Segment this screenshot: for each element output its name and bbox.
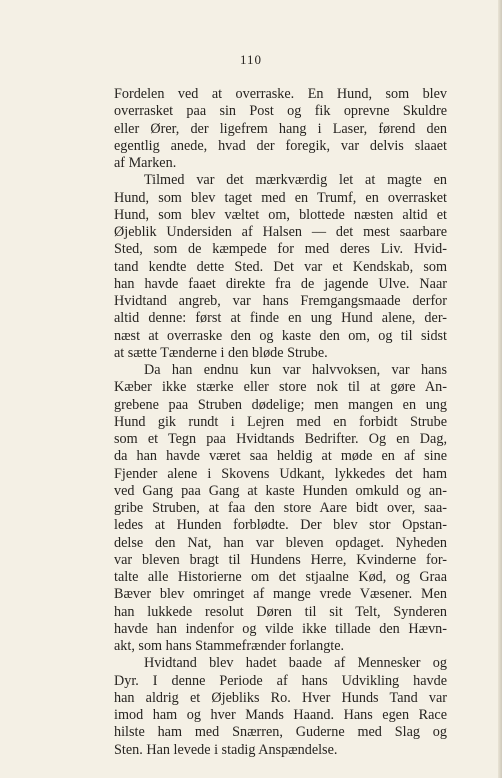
paragraph-3 xyxy=(114,362,447,655)
text-line: da han havde været saa heldig at møde en af sine xyxy=(114,448,447,465)
text-line: Sten. Han levede i stadig Anspændelse. xyxy=(114,741,338,758)
text-line: overrasket paa sin Post og fik oprevne Skuldre xyxy=(114,103,447,120)
text-line: Øjeblik Undersiden af Halsen — det mest saarbare xyxy=(114,224,447,240)
text-line: han aldrig et Øjebliks Ro. Hver Hunds Tand var xyxy=(114,689,447,706)
text-line: Kæber ikke stærke eller store nok til at gøre An- xyxy=(114,379,447,396)
text-line: Dyr. I denne Periode af hans Udvikling havde xyxy=(114,672,447,689)
text-line: egentlig anede, hvad der foregik, var delvis slaaet xyxy=(114,137,447,154)
text-line: Fordelen ved at overraske. En Hund, som blev xyxy=(114,86,447,102)
text-line: grebene paa Struben dødelige; men mangen en ung xyxy=(114,396,447,413)
text-line: Hund gik rundt i Lejren med en forbidt Strube xyxy=(114,413,447,430)
text-line: talte alle Historierne om det stjaalne Kød, og Graa xyxy=(114,569,447,585)
text-line: Hvidtand blev hadet baade af Mennesker og xyxy=(144,655,447,672)
text-line: gribe Struben, at faa den store Aare bidt over, saa- xyxy=(114,500,447,516)
text-line: af Marken. xyxy=(114,155,177,171)
text-line: ledes at Hunden forblødte. Der blev stor Opstan- xyxy=(114,517,447,534)
text-line: altid denne: først at finde en ung Hund alene, der- xyxy=(114,310,447,327)
text-line: hilste ham med Snærren, Guderne med Slag og xyxy=(114,724,447,741)
text-line: akt, som hans Stammefrænder forlangte. xyxy=(114,638,345,654)
text-line: at sætte Tænderne i den bløde Strube. xyxy=(114,344,328,361)
paragraph-2 xyxy=(114,172,447,362)
text-line: Tilmed var det mærkværdig let at magte en xyxy=(144,172,447,189)
text-line: Fjender alene i Skovens Udkant, lykkedes det ham xyxy=(114,465,447,482)
text-line: ved Gang paa Gang at kaste Hunden omkuld og an- xyxy=(114,482,447,499)
text-line: tand kendte dette Sted. Det var et Kendskab, som xyxy=(114,258,447,275)
paragraph-4 xyxy=(114,655,447,759)
text-line: Da han endnu kun var halvvoksen, var hans xyxy=(144,362,447,378)
text-line: havde han indenfor og vilde ikke tillade den Hævn- xyxy=(114,620,447,637)
page-number: 110 xyxy=(239,52,263,67)
text-line: imod ham og hver Mands Haand. Hans egen Race xyxy=(114,707,447,723)
text-line: var bleven bragt til Hundens Herre, Kvinderne for- xyxy=(114,551,447,568)
text-line: Sted, som de kæmpede for med deres Liv. Hvid- xyxy=(114,241,447,258)
text-line: han havde faaet direkte fra de jagende Ulve. Naar xyxy=(114,275,447,292)
text-line: som et Tegn paa Hvidtands Bedrifter. Og en Dag, xyxy=(114,431,447,447)
text-line: næst at overraske den og kaste den om, og til sidst xyxy=(114,327,447,344)
body-text xyxy=(114,86,447,759)
paragraph-1 xyxy=(114,86,447,172)
page-edge-shadow xyxy=(498,0,502,778)
text-line: Hund, som blev taget med en Trumf, en overrasket xyxy=(114,189,447,206)
text-line: Bæver blev omringet af mange vrede Væsener. Men xyxy=(114,586,447,603)
text-line: Hund, som blev væltet om, blottede næsten altid et xyxy=(114,206,447,223)
text-line: Hvidtand angreb, var hans Fremgangsmaade derfor xyxy=(114,293,447,309)
text-line: delse den Nat, han var bleven opdaget. Nyheden xyxy=(114,534,447,551)
text-line: eller Ører, der ligefrem hang i Laser, førend den xyxy=(114,120,447,137)
text-line: han lukkede resolut Døren til sit Telt, Synderen xyxy=(114,603,447,620)
